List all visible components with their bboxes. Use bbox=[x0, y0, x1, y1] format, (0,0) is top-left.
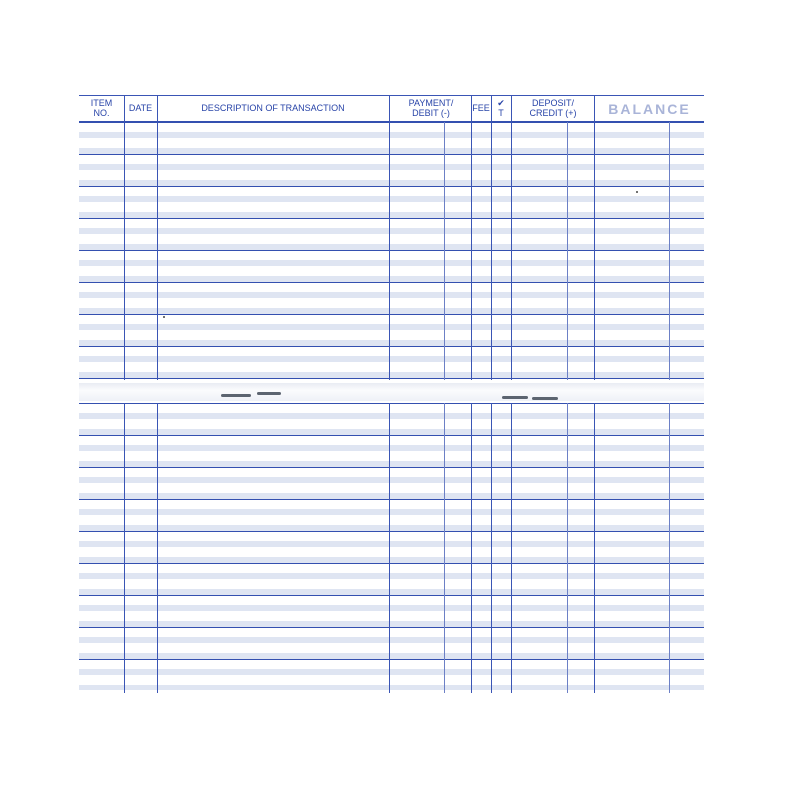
register-row[interactable] bbox=[79, 186, 704, 218]
register-row-bottom-rule bbox=[79, 378, 704, 380]
col-rule bbox=[389, 95, 390, 380]
register-row[interactable] bbox=[79, 563, 704, 595]
col-rule-cents bbox=[567, 122, 568, 380]
register-row[interactable] bbox=[79, 250, 704, 282]
perforation-tear bbox=[532, 397, 558, 400]
register-section-bottom bbox=[79, 403, 704, 693]
check-register-sheet bbox=[79, 95, 704, 713]
col-rule bbox=[471, 403, 472, 693]
register-row[interactable] bbox=[79, 154, 704, 186]
header-item-no: ITEM NO. bbox=[90, 98, 113, 118]
perforation-tear bbox=[257, 392, 281, 395]
col-rule bbox=[389, 403, 390, 693]
register-row[interactable] bbox=[79, 122, 704, 154]
register-row[interactable] bbox=[79, 435, 704, 467]
register-row[interactable] bbox=[79, 595, 704, 627]
register-row[interactable] bbox=[79, 403, 704, 435]
register-row[interactable] bbox=[79, 627, 704, 659]
col-rule bbox=[124, 95, 125, 380]
register-row[interactable] bbox=[79, 531, 704, 563]
perforation-tear bbox=[221, 394, 251, 397]
col-rule-cents bbox=[669, 122, 670, 380]
col-rule bbox=[511, 403, 512, 693]
col-rule-cents bbox=[567, 403, 568, 693]
header-date: DATE bbox=[128, 103, 153, 113]
header-fee: FEE bbox=[472, 103, 490, 113]
register-row[interactable] bbox=[79, 314, 704, 346]
header-description: DESCRIPTION OF TRANSACTION bbox=[201, 103, 345, 113]
header-rule bbox=[79, 121, 704, 123]
col-rule bbox=[471, 95, 472, 380]
register-row[interactable] bbox=[79, 499, 704, 531]
perforation-tear bbox=[502, 396, 528, 399]
header-deposit-credit: DEPOSIT/ CREDIT (+) bbox=[529, 98, 577, 118]
register-row[interactable] bbox=[79, 346, 704, 378]
col-rule-cents bbox=[444, 403, 445, 693]
col-rule bbox=[491, 403, 492, 693]
header-cleared-check: ✔ T bbox=[497, 98, 505, 118]
col-rule bbox=[594, 403, 595, 693]
col-rule bbox=[511, 95, 512, 380]
register-header bbox=[79, 95, 704, 123]
col-rule bbox=[157, 403, 158, 693]
col-rule bbox=[157, 95, 158, 380]
col-rule bbox=[124, 403, 125, 693]
col-rule bbox=[491, 95, 492, 380]
col-rule-cents bbox=[444, 122, 445, 380]
col-rule bbox=[594, 95, 595, 380]
register-row[interactable] bbox=[79, 467, 704, 499]
header-payment-debit: PAYMENT/ DEBIT (-) bbox=[408, 98, 454, 118]
register-row[interactable] bbox=[79, 659, 704, 691]
register-row[interactable] bbox=[79, 218, 704, 250]
col-rule-cents bbox=[669, 403, 670, 693]
page-fold bbox=[79, 383, 704, 401]
header-balance: BALANCE bbox=[608, 101, 691, 117]
register-section-top bbox=[79, 122, 704, 380]
register-row[interactable] bbox=[79, 282, 704, 314]
